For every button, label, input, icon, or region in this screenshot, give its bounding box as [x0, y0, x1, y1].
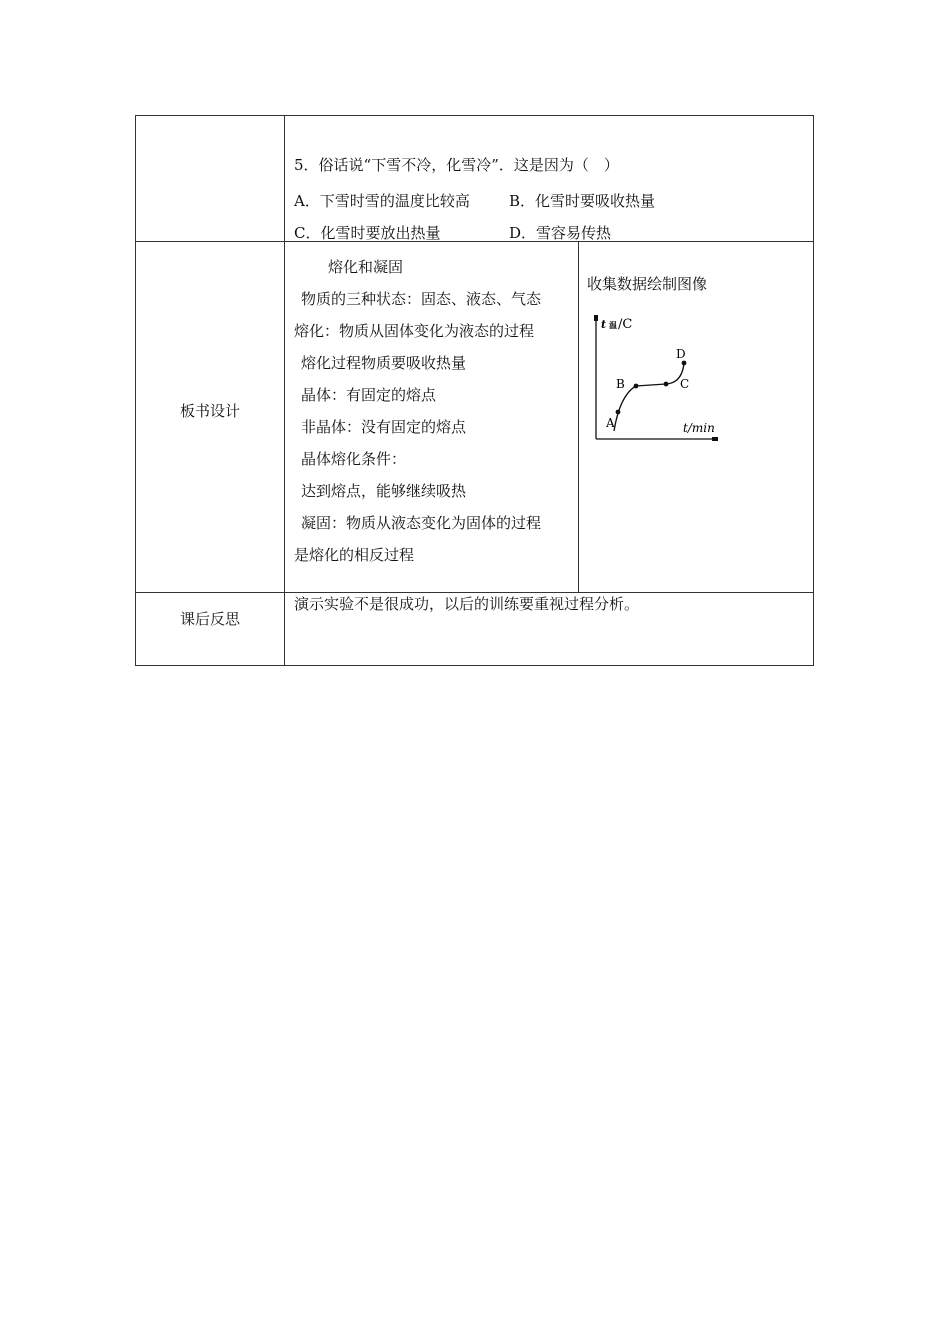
y-axis-arrow	[594, 315, 598, 321]
question-stem: 5．俗话说“下雪不冷，化雪冷”．这是因为（ ）	[294, 156, 619, 174]
x-axis-arrow	[712, 437, 718, 441]
board-row-label: 板书设计	[179, 402, 240, 420]
option-c: C．化雪时要放出热量	[294, 224, 441, 242]
board-line: 非晶体：没有固定的熔点	[301, 418, 467, 436]
board-line: 熔化过程物质要吸收热量	[301, 354, 467, 372]
point-b-label: B	[616, 377, 625, 391]
board-line: 凝固：物质从液态变化为固体的过程	[301, 514, 542, 532]
board-line: 熔化：物质从固体变化为液态的过程	[294, 322, 535, 340]
row-divider	[136, 241, 813, 242]
lesson-table	[135, 115, 814, 666]
x-axis-label: t/min	[683, 421, 715, 435]
board-line: 物质的三种状态：固态、液态、气态	[301, 290, 542, 308]
option-a: A．下雪时雪的温度比较高	[294, 192, 470, 210]
point-a-label: A	[606, 416, 615, 430]
point-a-marker	[616, 410, 621, 415]
y-axis-unit: /C	[618, 317, 633, 332]
column-divider	[284, 116, 285, 665]
option-d: D．雪容易传热	[509, 224, 612, 242]
point-d-label: D	[676, 347, 686, 361]
point-b-marker	[634, 384, 639, 389]
row-divider	[136, 592, 813, 593]
y-axis-subscript: 温	[609, 320, 617, 330]
board-line: 晶体：有固定的熔点	[301, 386, 437, 404]
point-c-marker	[664, 382, 669, 387]
y-axis-label: t	[601, 318, 607, 331]
board-line: 是熔化的相反过程	[294, 546, 415, 564]
board-line: 达到熔点，能够继续吸热	[301, 482, 467, 500]
curve-line	[614, 363, 684, 431]
reflection-row-label: 课后反思	[179, 610, 240, 628]
column-divider	[578, 241, 579, 592]
point-d-marker	[682, 361, 687, 366]
board-line: 晶体熔化条件：	[301, 450, 407, 468]
graph-caption: 收集数据绘制图像	[587, 275, 708, 293]
board-title: 熔化和凝固	[328, 258, 404, 276]
reflection-text: 演示实验不是很成功，以后的训练要重视过程分析。	[294, 595, 640, 613]
point-c-label: C	[680, 377, 690, 391]
melting-curve-graph	[588, 311, 728, 446]
option-b: B．化雪时要吸收热量	[509, 192, 656, 210]
